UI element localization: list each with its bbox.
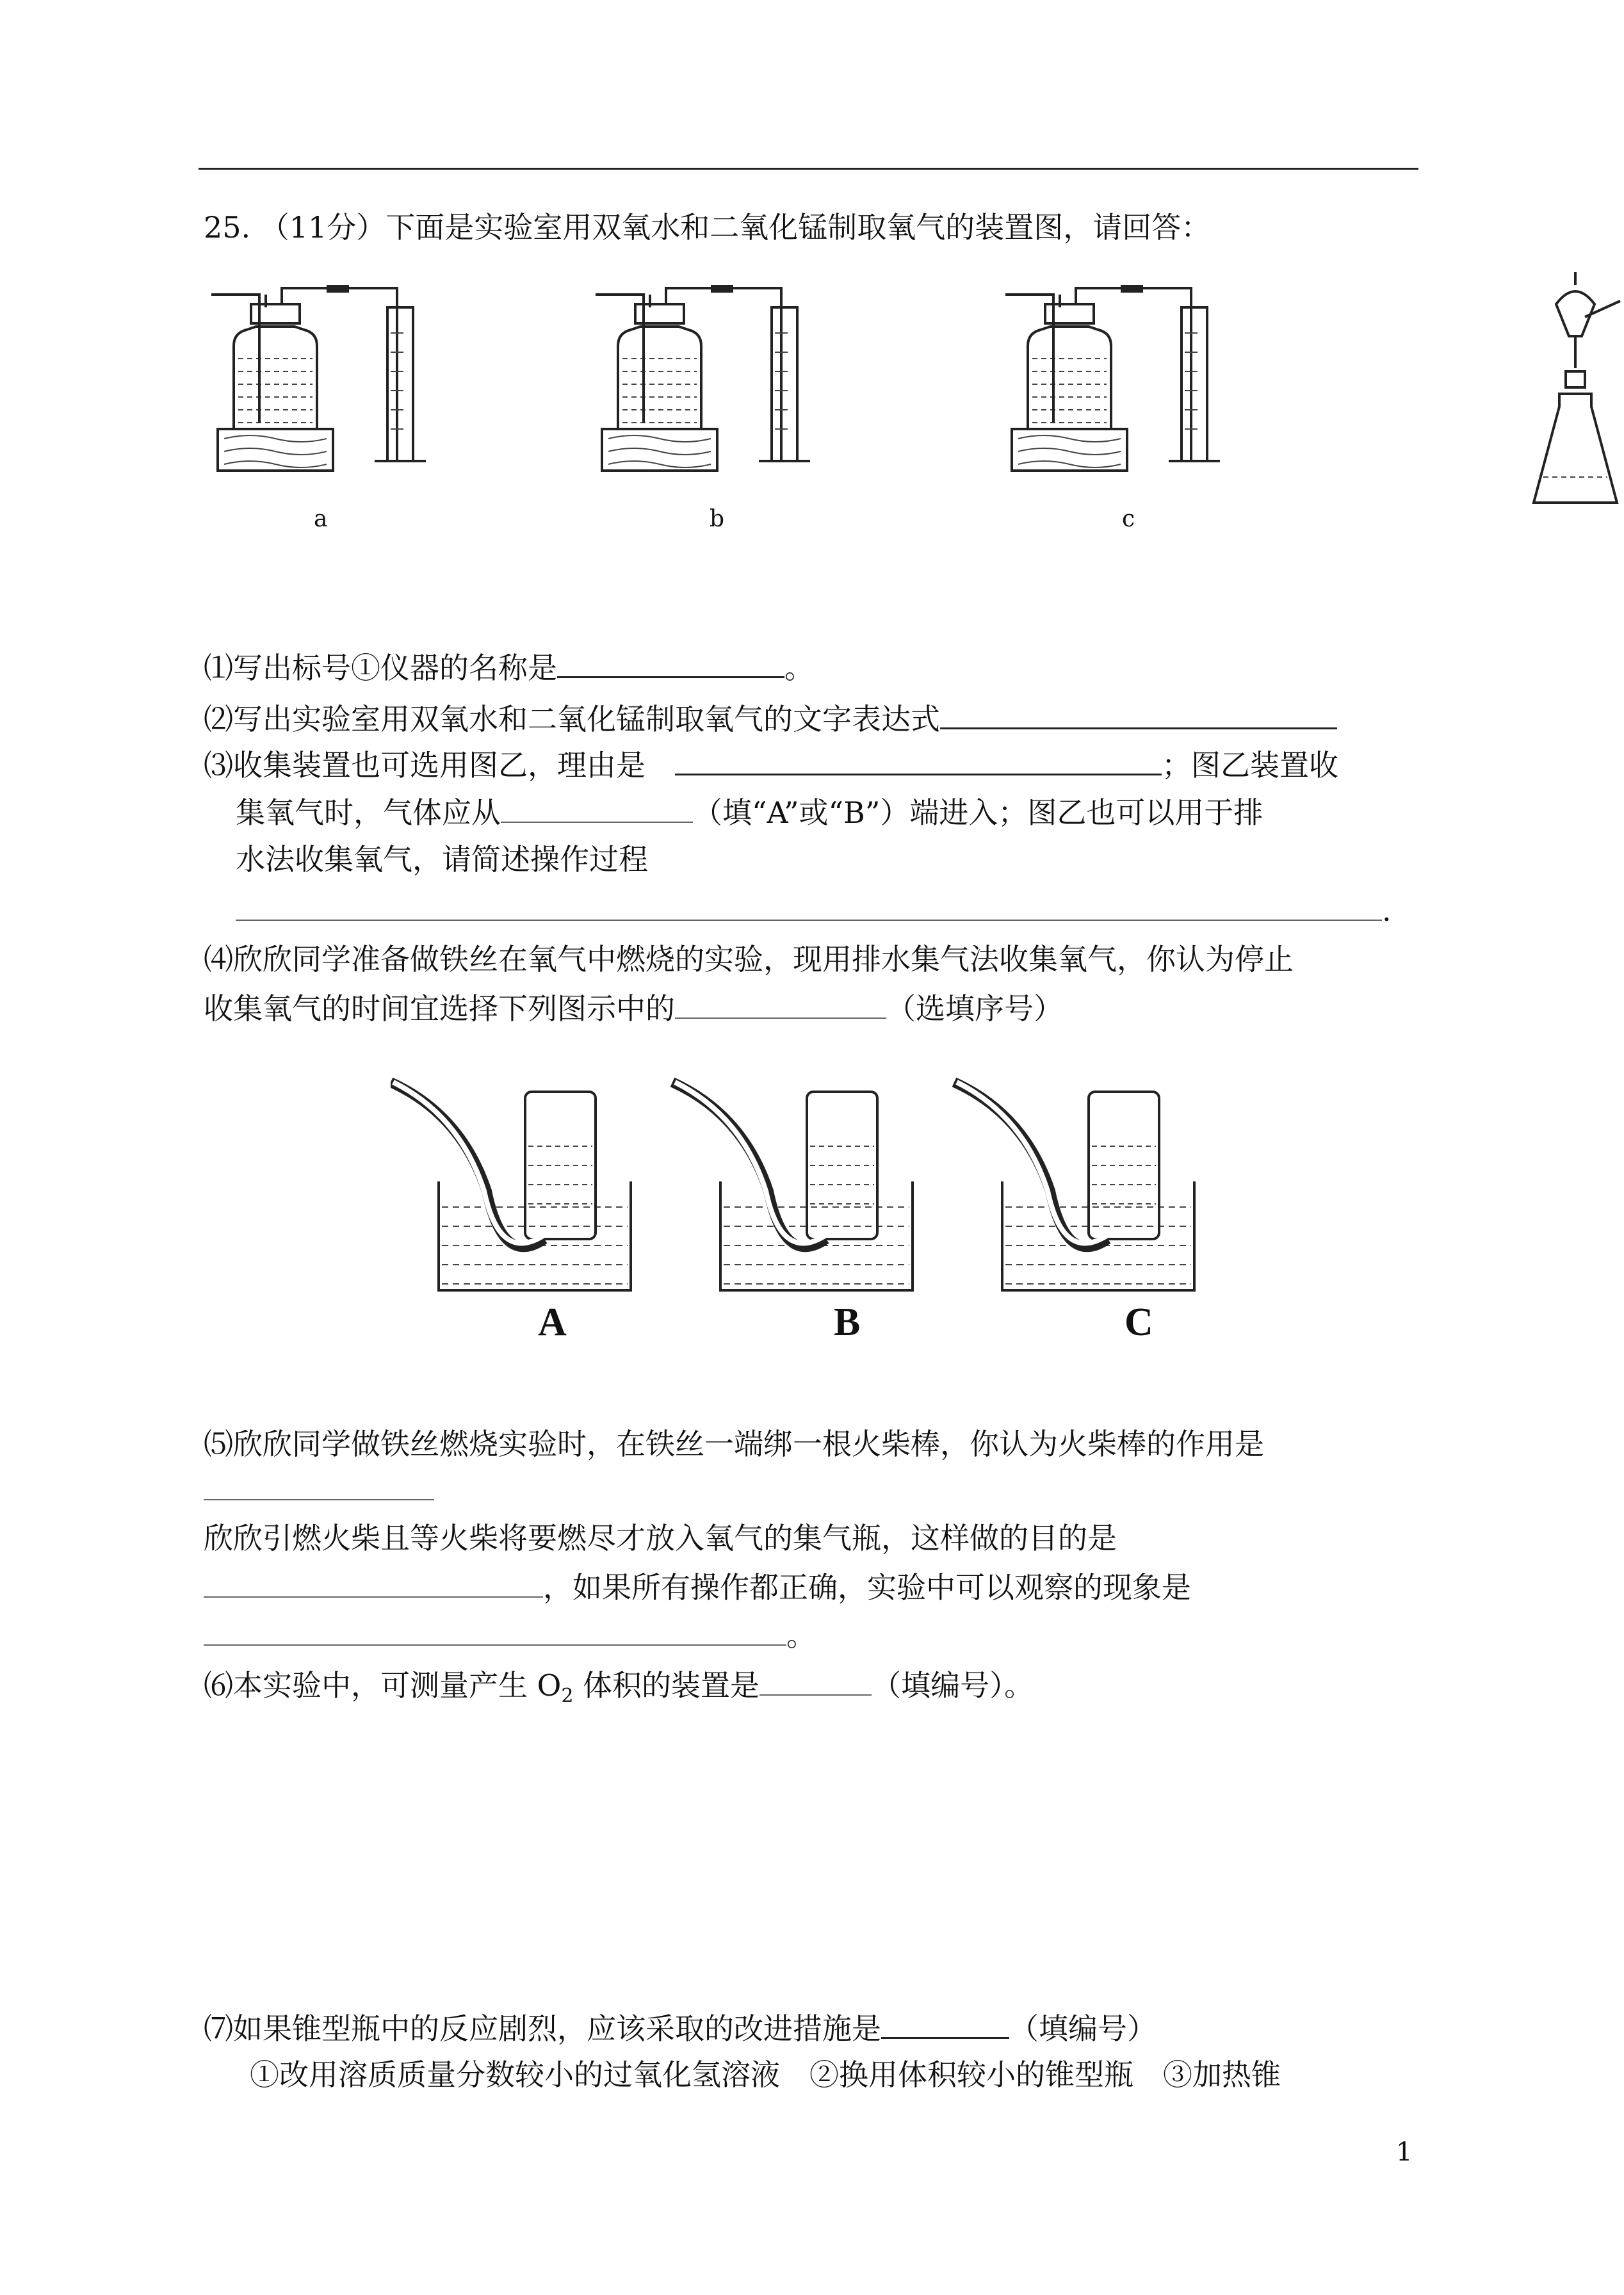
question-5-line4: 。 [204, 1615, 816, 1655]
answer-blank-q7[interactable] [881, 2007, 1009, 2039]
question-5-line2: 欣欣引燃火柴且等火柴将要燃尽才放入氧气的集气瓶，这样做的目的是 [204, 1521, 1117, 1555]
answer-blank-q5-purpose[interactable] [204, 1567, 543, 1598]
apparatus-b [596, 285, 810, 471]
question-7-options: ①改用溶质质量分数较小的过氧化氢溶液 ②换用体积较小的锥型瓶 ③加热锥 [250, 2057, 1281, 2092]
separatory-funnel-figure [1524, 266, 1624, 509]
answer-blank-q5-match[interactable] [204, 1470, 434, 1500]
question-7: ⑺如果锥型瓶中的反应剧烈，应该采取的改进措施是 （填编号） [204, 2007, 1157, 2048]
question-header: 25. （11分）下面是实验室用双氧水和二氧化锰制取氧气的装置图，请回答： [204, 210, 1211, 245]
collect-label-a: A [538, 1301, 567, 1344]
question-3-line4: . [236, 890, 1392, 930]
question-4-line1: ⑷欣欣同学准备做铁丝在氧气中燃烧的实验，现用排水集气法收集氧气，你认为停止 [204, 942, 1294, 977]
question-3-line2: 集氧气时，气体应从 （填“A”或“B”）端进入；图乙也可以用于排 [236, 792, 1263, 832]
apparatus-figure [199, 269, 1287, 538]
question-5-line3: ，如果所有操作都正确，实验中可以观察的现象是 [204, 1567, 1191, 1607]
answer-blank-q3-process[interactable] [236, 890, 1382, 921]
answer-blank-q3-end[interactable] [501, 792, 693, 823]
answer-blank-q3-reason[interactable] [675, 744, 1162, 775]
answer-blank-q4[interactable] [675, 988, 886, 1019]
collect-label-b: B [834, 1301, 861, 1344]
question-4-line2: 收集氧气的时间宜选择下列图示中的 （选填序号） [204, 988, 1063, 1028]
page-number: 1 [1396, 2137, 1413, 2167]
question-1: ⑴写出标号①仪器的名称是 。 [204, 647, 814, 687]
header-rule [199, 168, 1418, 170]
apparatus-a [211, 285, 426, 471]
water-collection-figure [391, 1076, 1204, 1306]
answer-blank-q5-phenomenon[interactable] [204, 1615, 786, 1646]
question-2: ⑵写出实验室用双氧水和二氧化锰制取氧气的文字表达式 [204, 698, 1337, 738]
apparatus-label-a: a [314, 506, 328, 532]
question-3-line3: 水法收集氧气，请简述操作过程 [236, 842, 648, 877]
question-6: ⑹本实验中，可测量产生 $O_2$ 体积的装置是 （填编号）。 [204, 1665, 1034, 1715]
trough-b [672, 1082, 913, 1290]
question-5-line1: ⑸欣欣同学做铁丝燃烧实验时，在铁丝一端绑一根火柴棒，你认为火柴棒的作用是 [204, 1427, 1264, 1461]
collect-label-c: C [1125, 1301, 1153, 1344]
answer-blank-q2[interactable] [940, 698, 1337, 729]
question-3-line1: ⑶收集装置也可选用图乙，理由是 ；图乙装置收 [204, 744, 1338, 784]
answer-blank-q1[interactable] [557, 647, 784, 678]
trough-a [391, 1082, 631, 1290]
apparatus-c [1005, 285, 1220, 471]
apparatus-label-b: b [710, 506, 725, 532]
question-5-blank-line [204, 1470, 434, 1509]
answer-blank-q6[interactable] [759, 1665, 872, 1696]
trough-c [954, 1082, 1194, 1290]
apparatus-label-c: c [1122, 506, 1135, 532]
